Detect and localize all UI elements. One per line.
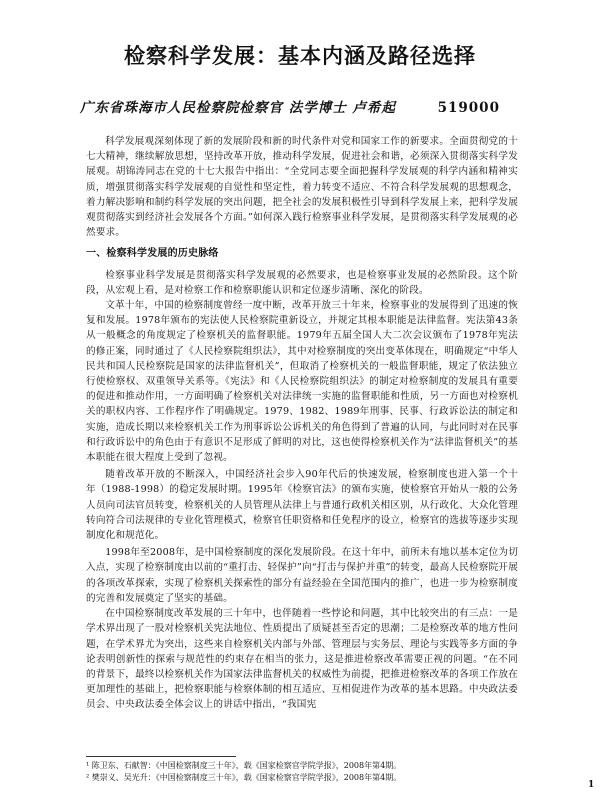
author-byline (80, 96, 540, 116)
footnote-divider (86, 756, 236, 757)
postcode: 519000 (437, 100, 500, 116)
footnote: ¹ 陈卫东、石献智：《中国检察制度三十年》，载《国家检察官学院学报》，2008年第4期。 (86, 761, 402, 770)
body-paragraph: 检察事业科学发展是贯彻落实科学发展观的必然要求，也是检察事业发展的必然阶段。这个阶段，从宏观上看，是对检察工作和检察职能认识和定位逐步清晰、深化的阶段。 (86, 269, 518, 296)
intro-paragraph: 科学发展观深刻体现了新的发展阶段和新的时代条件对党和国家工作的新要求。全面贯彻党的十七大精神，继续解放思想，坚持改革开放，推动科学发展，促进社会和谐，必须深入贯彻落实科学发展观。胡锦涛同志在党的十七大报告中指出：“全党同志要全面把握科学发展观的科学内涵和精神实质，增强贯彻落实科学发展观的自觉性和坚定性，着力转变不适应、不符合科学发展观的思想观念，着力解决影响和制约科学发展的突出问题，把全社会的发展积极性引导到科学发展上来，把科学发展观贯彻落实到经济社会发展各个方面。”如何深入践行检察事业科学发展，是贯彻落实科学发展观的必然要求。 (86, 136, 518, 239)
body-paragraph: 随着改革开放的不断深入，中国经济社会步入90年代后的快速发展，检察制度也进入第一个十年（1988-1998）的稳定发展时期。1995年《检察官法》的颁布实施，使检察官开始从一般的公务人员向司法官员转变，检察机关的人员管理从法律上与普通行政机关相区别，从行政化、大众化管理转向符合司法规律的专业化管理模式，检察官任职资格和任免程序的设立，检察官的选拔等逐步实现制度化和规范化。 (86, 469, 518, 542)
body-text (86, 134, 518, 713)
body-paragraph: 文革十年，中国的检察制度曾经一度中断，改革开放三十年来，检察事业的发展得到了迅速的恢复和发展。1978年颁布的宪法使人民检察院重新设立，并规定其根本职能是法律监督。宪法第43条从一般概念的角度规定了检察机关的监督职能。1979年五届全国人大二次会议颁布了1978年宪法的修正案，同时通过了《人民检察院组织法》，其中对检察制度的突出变革体现在，明确规定“中华人民共和国人民检察院是国家的法律监督机关”，但取消了检察机关的一般监督职能，规定了依法独立行使检察权、双重领导关系等。《宪法》和《人民检察院组织法》的制定对检察制度的发展具有重要的促进和推动作用，一方面明确了检察机关对法律统一实施的监督职能和性质，另一方面也对检察机关的职权内容、工作程序作了明确规定。1979、1982、1989年刑事、民事、行政诉讼法的制定和实施，造成长期以来检察机关工作为刑事诉讼公诉机关的角色得到了普遍的认同，与此同时对在民事和行政诉讼中的角色由于有意识不足形成了鲜明的对比，这也使得检察机关作为“法律监督机关”的基本职能在很大程度上受到了忽视。 (86, 300, 518, 464)
author-name: 广东省珠海市人民检察院检察官 法学博士 卢希起 (80, 100, 396, 116)
body-paragraph: 在中国检察制度改革发展的三十年中，也伴随着一些悖论和问题，其中比较突出的有三点：一是学术界出现了一股对检察机关宪法地位、性质提出了质疑甚至否定的思潮；二是检察改革的地方性问题，在学术界尤为突出，这些来自检察机关内部与外部、管理层与实务层、理论与实践等多方面的争论表明创新性的探索与规范性的约束存在相当的张力，这是推进检察改革需要正视的问题。“在不同的背景下，最终以检察机关作为国家法律监督机关的权威性为前提，把推进检察改革的各项工作放在更加理性的基础上，把检察职能与检察体制的相互适应、互相促进作为改革的基本思路。中央政法委员会、中央政法委全体会议上的讲话中指出，“我国宪 (86, 608, 518, 711)
footnotes (86, 760, 518, 784)
section-heading: 一、检察科学发展的历史脉络 (86, 248, 219, 260)
page-number: 1 (588, 780, 595, 790)
paper-title: 检察科学发展：基本内涵及路径选择 (124, 44, 476, 68)
body-paragraph: 1998年至2008年，是中国检察制度的深化发展阶段。在这十年中，前所未有地以基本定位为切入点，实现了检察制度由以前的“重打击、轻保护”向“打击与保护并重”的转变，最高人民检察院开展的各项改革探索，实现了检察机关探索性的部分有益经验在全国范围内的推广，也进一步为检察制度的完善和发展奠定了坚实的基础。 (86, 547, 518, 604)
footnote: ² 樊崇义、吴光升：《中国检察制度三十年》，载《国家检察官学院学报》，2008年第4期。 (86, 773, 402, 782)
